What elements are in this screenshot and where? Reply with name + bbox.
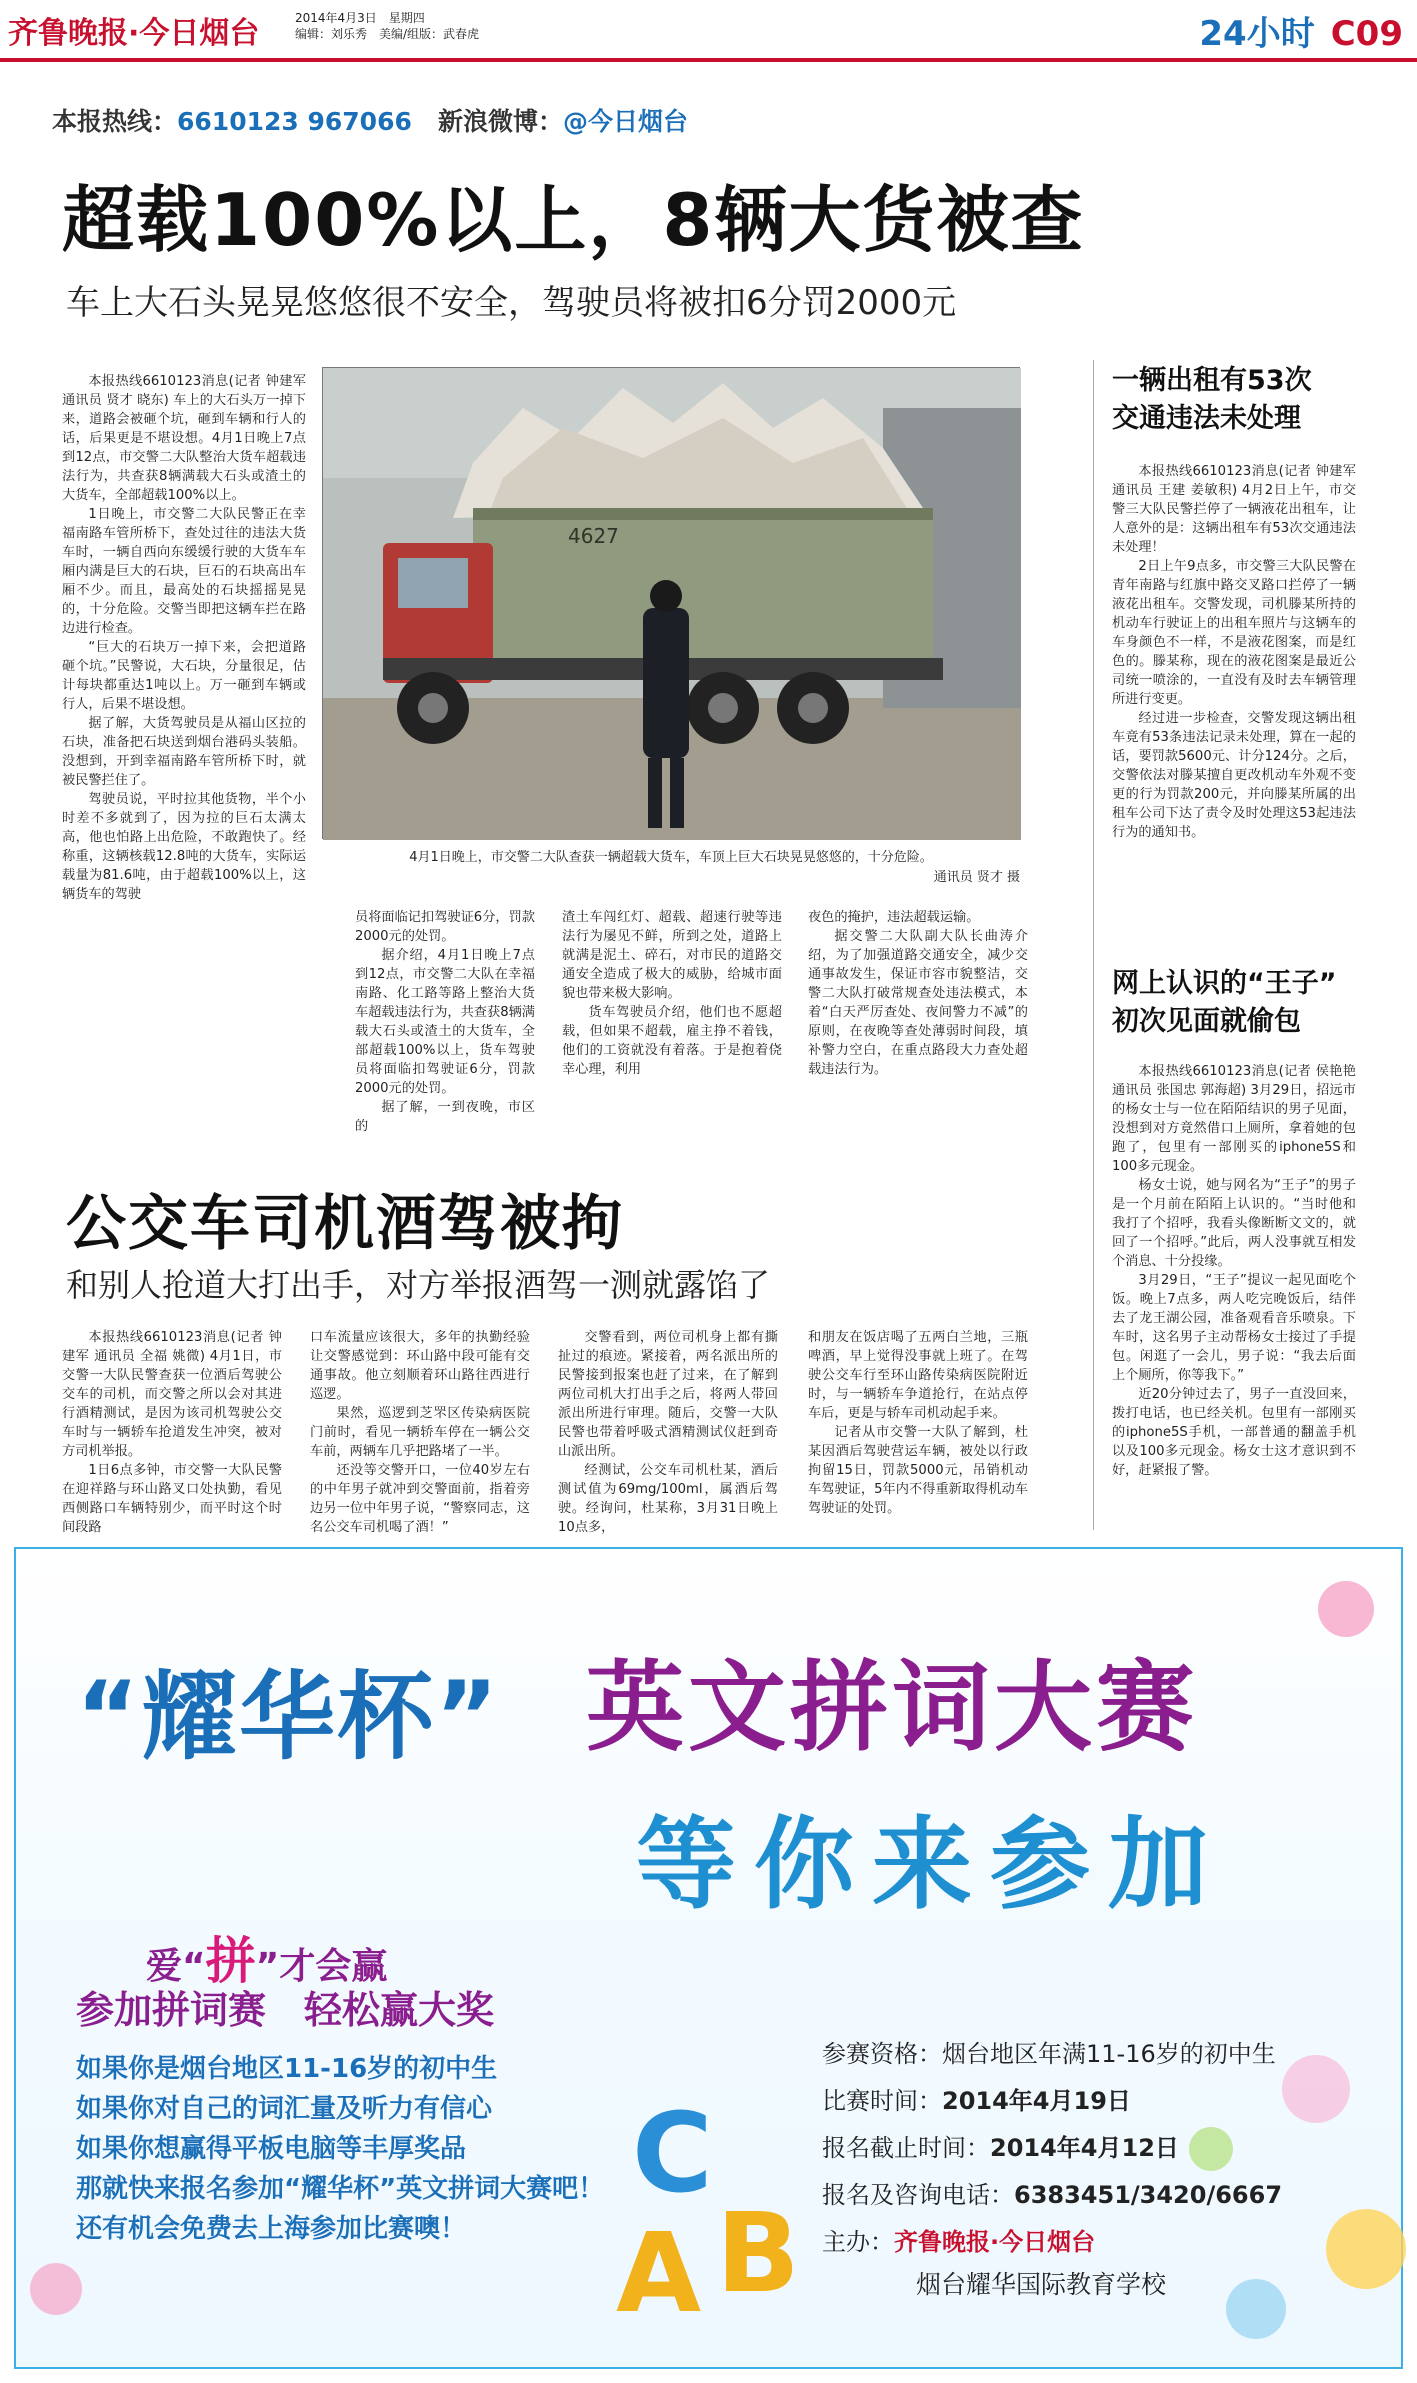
hotline-label: 本报热线：	[52, 107, 178, 136]
paragraph: 经测试，公交车司机杜某，酒后测试值为69mg/100ml，属酒后驾驶。经询问，杜某称，3月31日晚上10点多，	[558, 1463, 778, 1535]
section-name: 今日烟台	[139, 16, 260, 51]
truck-photo	[322, 367, 1020, 839]
story2-column-1	[62, 1328, 282, 1535]
headline-line: 初次见面就偷包	[1112, 1006, 1301, 1037]
story2-column-3	[558, 1328, 778, 1535]
ad-slogan-2: 参加拼词赛 轻松赢大奖	[76, 1988, 495, 2032]
ad-organizer: 烟台耀华国际教育学校	[916, 2270, 1167, 2299]
paragraph: 据介绍，4月1日晚上7点到12点，市交警二大队在幸福南路、化工路等路上整治大货车超载违法行为，共查获8辆满载大石头或渣土的大货车，全部超载100%以上，货车驾驶员将面临扣驾驶证6分，罚款2000元的处罚。	[355, 948, 535, 1096]
paragraph: 2日上午9点多，市交警三大队民警在青年南路与红旗中路交叉路口拦停了一辆液花出租车。交警发现，司机滕某所持的机动车行驶证上的出租车照片与这辆车的车身颜色不一样，不是液花图案，而是红色的。滕某称，现在的液花图案是最近公司统一喷涂的，一直没有及时去车辆管理所进行变更。	[1112, 559, 1356, 707]
truck-plate-number: 4627	[568, 524, 619, 548]
paragraph: 驾驶员说，平时拉其他货物，半个小时差不多就到了，因为拉的巨石太满太高，他也怕路上出危险，不敢跑快了。经称重，这辆核载12.8吨的大货车，实际运载量为81.6吨，由于超载100%以上，这辆货车的驾驶	[62, 792, 306, 902]
story2-column-2	[310, 1328, 530, 1535]
info-row	[822, 2078, 1282, 2125]
flower-icon	[30, 2263, 82, 2315]
side2-body	[1112, 1062, 1356, 1532]
page-number: C09	[1330, 14, 1403, 54]
paragraph: 1日晚上，市交警二大队民警正在幸福南路车管所桥下，查处过往的违法大货车时，一辆自西向东缓缓行驶的大货车车厢内满是巨大的石块，巨石的石块高出车厢不少。而且，最高处的石块摇摇晃晃的，十分危险。交警当即把这辆车拦在路边进行检查。	[62, 507, 306, 636]
story1-column-1	[62, 372, 306, 1118]
editor-credits: 编辑：刘乐秀 美编/组版：武春虎	[295, 27, 480, 41]
slogan-part: ”才会赢	[255, 1946, 388, 1987]
flower-icon	[1326, 2209, 1406, 2289]
info-value: 2014年4月12日	[990, 2134, 1179, 2162]
story2-column-4	[808, 1328, 1028, 1528]
issue-info	[295, 10, 479, 42]
ad-title-join: 等你来参加	[636, 1806, 1226, 1923]
paragraph: 据交警二大队副大队长曲涛介绍，为了加强道路交通安全，减少交通事故发生，保证市容市貌整洁，交警二大队打破常规查处违法模式，本着“白天严厉查处、夜间警力不减”的原则，在夜晚等查处薄弱时间段，填补警力空白，在重点路段大力查处超载违法行为。	[808, 929, 1028, 1077]
story1-column-3	[562, 908, 782, 1118]
info-value: 6383451/3420/6667	[1014, 2181, 1283, 2209]
paragraph: 近20分钟过去了，男子一直没回来，拨打电话，也已经关机。包里有一部刚买的iphone5S手机，一部普通的翻盖手机以及100多元现金。杨女士这才意识到不好，赶紧报了警。	[1112, 1387, 1356, 1478]
headline-line: 一辆出租有53次	[1112, 365, 1312, 396]
side1-headline	[1112, 362, 1312, 438]
story1-column-4	[808, 908, 1028, 1118]
slogan-emphasis: 拼	[205, 1932, 256, 1990]
ad-title-cup: “耀华杯”	[76, 1661, 501, 1773]
spelling-contest-ad	[14, 1547, 1403, 2369]
headline-line: 网上认识的“王子”	[1112, 968, 1337, 999]
story1-column-2	[355, 908, 535, 1134]
page-tag	[1199, 6, 1403, 55]
info-row	[822, 2219, 1282, 2266]
info-row	[822, 2172, 1282, 2219]
paragraph: 和朋友在饭店喝了五两白兰地，三瓶啤酒，早上觉得没事就上班了。在驾驶公交车行至环山路传染病医院附近时，与一辆轿车争道抢行，在站点停车后，更是与轿车司机动起手来。	[808, 1330, 1028, 1421]
photo-caption	[322, 848, 1020, 888]
sponsor-logo: 齐鲁晚报·今日烟台	[894, 2228, 1096, 2256]
paragraph: 据了解，大货驾驶员是从福山区拉的石块，准备把石块送到烟台港码头装船。没想到，开到幸福南路车管所桥下时，就被民警拦住了。	[62, 716, 306, 788]
paragraph: 记者从市交警一大队了解到，杜某因酒后驾驶营运车辆，被处以行政拘留15日，罚款5000元，吊销机动车驾驶证，5年内不得重新取得机动车驾驶证的处罚。	[808, 1425, 1028, 1516]
paragraph: 本报热线6610123消息(记者 钟建军 通讯员 全福 姚微) 4月1日，市交警一大队民警查获一位酒后驾驶公交车的司机，而交警之所以会对其进行酒精测试，是因为该司机驾驶公交车时与一辆轿车抢道发生冲突，被对方司机举报。	[62, 1330, 282, 1459]
column-divider	[1093, 360, 1094, 1530]
truck-illustration	[323, 368, 1021, 840]
ad-title-contest: 英文拼词大赛	[586, 1651, 1199, 1765]
info-row	[822, 2125, 1282, 2172]
flower-icon	[1318, 1581, 1374, 1637]
letter-block-c: C	[632, 2089, 713, 2217]
column-tag: 24小时	[1199, 14, 1315, 54]
paragraph: “巨大的石块万一掉下来，会把道路砸个坑。”民警说，大石块，分量很足，估计每块都重达1吨以上。万一砸到车辆或行人，后果不堪设想。	[62, 640, 306, 712]
paragraph: 货车驾驶员介绍，他们也不愿超载，但如果不超载，雇主挣不着钱，他们的工资就没有着落。于是抱着侥幸心理，利用	[562, 1005, 782, 1077]
paragraph: 3月29日，“王子”提议一起见面吃个饭。晚上7点多，两人吃完晚饭后，结伴去了龙王湖公园，准备观看音乐喷泉。下车时，这名男子主动帮杨女士接过了手提包。闲逛了一会儿，男子说：“我去后面上个厕所，你等我下。”	[1112, 1273, 1356, 1383]
info-value: 烟台地区年满11-16岁的初中生	[942, 2040, 1276, 2068]
paragraph: 本报热线6610123消息(记者 侯艳艳 通讯员 张国忠 郭海超) 3月29日，招远市的杨女士与一位在陌陌结识的男子见面，没想到对方竟然借口上厕所，拿着她的包跑了，包里有一部刚买的iphone5S和100多元现金。	[1112, 1064, 1356, 1174]
story2-subhead: 和别人抢道大打出手，对方举报酒驾一测就露馅了	[66, 1266, 771, 1304]
paragraph: 1日6点多钟，市交警一大队民警在迎祥路与环山路叉口处执勤，看见西侧路口车辆特别少，而平时这个时间段路	[62, 1463, 282, 1535]
paragraph: 夜色的掩护，违法超载运输。	[808, 910, 980, 925]
logo-separator: ·	[128, 16, 140, 51]
paragraph: 果然，巡逻到芝罘区传染病医院门前时，看见一辆轿车停在一辆公交车前，两辆车几乎把路堵了一半。	[310, 1406, 530, 1459]
issue-date: 2014年4月3日 星期四	[295, 11, 425, 25]
ad-pitch-list	[76, 2049, 604, 2249]
letter-block-b: B	[716, 2189, 800, 2317]
header-rule	[0, 58, 1417, 62]
paragraph: 还没等交警开口，一位40岁左右的中年男子就冲到交警面前，指着旁边另一位中年男子说，“警察同志，这名公交车司机喝了酒！”	[310, 1463, 530, 1535]
weibo-label: 新浪微博：	[437, 107, 563, 136]
letter-block-a: A	[616, 2209, 702, 2337]
hotline-bar	[52, 102, 688, 138]
paragraph: 员将面临记扣驾驶证6分，罚款2000元的处罚。	[355, 910, 535, 944]
info-label: 比赛时间：	[822, 2087, 942, 2115]
weibo-handle: @今日烟台	[563, 107, 689, 136]
pitch-line: 那就快来报名参加“耀华杯”英文拼词大赛吧！	[76, 2174, 605, 2204]
info-label: 报名及咨询电话：	[822, 2181, 1014, 2209]
caption-text: 4月1日晚上，市交警二大队查获一辆超载大货车，车顶上巨大石块晃晃悠悠的，十分危险。	[409, 850, 933, 865]
paragraph: 交警看到，两位司机身上都有撕扯过的痕迹。紧接着，两名派出所的民警接到报案也赶了过来，在了解到两位司机大打出手之后，将两人带回派出所进行审理。随后，交警一大队民警也带着呼吸式酒精测试仪赶到奇山派出所。	[558, 1330, 778, 1459]
newspaper-name: 齐鲁晚报	[8, 16, 128, 51]
paragraph: 经过进一步检查，交警发现这辆出租车竟有53条违法记录未处理，算在一起的话，要罚款5600元、计分124分。之后，交警依法对滕某擅自更改机动车外观不变更的行为罚款200元，并向滕某所属的出租车公司下达了责令及时处理这53起违法行为的通知书。	[1112, 711, 1356, 840]
pitch-line: 如果你对自己的词汇量及听力有信心	[76, 2094, 493, 2124]
hotline-numbers: 6610123 967066	[177, 107, 412, 136]
paragraph: 据了解，一到夜晚，市区的	[355, 1100, 535, 1134]
flower-icon	[1282, 2055, 1350, 2123]
flower-icon	[1226, 2279, 1286, 2339]
info-label: 报名截止时间：	[822, 2134, 990, 2162]
pitch-line: 如果你是烟台地区11-16岁的初中生	[76, 2054, 498, 2084]
masthead-logo	[8, 8, 259, 52]
story2-headline: 公交车司机酒驾被拘	[66, 1189, 624, 1259]
side1-body	[1112, 462, 1356, 940]
info-label: 主办：	[822, 2228, 894, 2256]
info-value: 2014年4月19日	[942, 2087, 1131, 2115]
info-row	[822, 2031, 1282, 2078]
side2-headline	[1112, 965, 1337, 1041]
ad-contest-info	[822, 2031, 1282, 2266]
story1-subhead: 车上大石头晃晃悠悠很不安全，驾驶员将被扣6分罚2000元	[66, 283, 957, 323]
pitch-line: 如果你想赢得平板电脑等丰厚奖品	[76, 2134, 467, 2164]
paragraph: 渣土车闯红灯、超载、超速行驶等违法行为屡见不鲜，所到之处，道路上就满是泥土、碎石，对市民的道路交通安全造成了极大的威胁，给城市面貌也带来极大影响。	[562, 910, 782, 1001]
slogan-part: 爱“	[146, 1946, 206, 1987]
pitch-line: 还有机会免费去上海参加比赛噢！	[76, 2214, 467, 2244]
paragraph: 本报热线6610123消息(记者 钟建军 通讯员 贤才 晓东) 车上的大石头万一掉下来，道路会被砸个坑，砸到车辆和行人的话，后果更是不堪设想。4月1日晚上7点到12点，市交警二大队整治大货车超载违法行为，共查获8辆满载大石头或渣土的大货车，全部超载100%以上。	[62, 374, 306, 503]
paragraph: 口车流量应该很大，多年的执勤经验让交警感觉到：环山路中段可能有交通事故。他立刻顺着环山路往西进行巡逻。	[310, 1330, 530, 1402]
paragraph: 本报热线6610123消息(记者 钟建军 通讯员 王建 姜敏积) 4月2日上午，市交警三大队民警拦停了一辆液花出租车，让人意外的是：这辆出租车有53次交通违法未处理！	[1112, 464, 1356, 555]
headline-line: 交通违法未处理	[1112, 403, 1301, 434]
info-label: 参赛资格：	[822, 2040, 942, 2068]
photo-credit: 通讯员 贤才 摄	[933, 870, 1020, 885]
paragraph: 杨女士说，她与网名为“王子”的男子是一个月前在陌陌上认识的。“当时他和我打了个招呼，我看头像断断文文的，就回了一个招呼。”此后，两人没事就互相发个消息、十分投缘。	[1112, 1178, 1356, 1269]
story1-headline: 超载100%以上，8辆大货被查	[62, 178, 1085, 262]
